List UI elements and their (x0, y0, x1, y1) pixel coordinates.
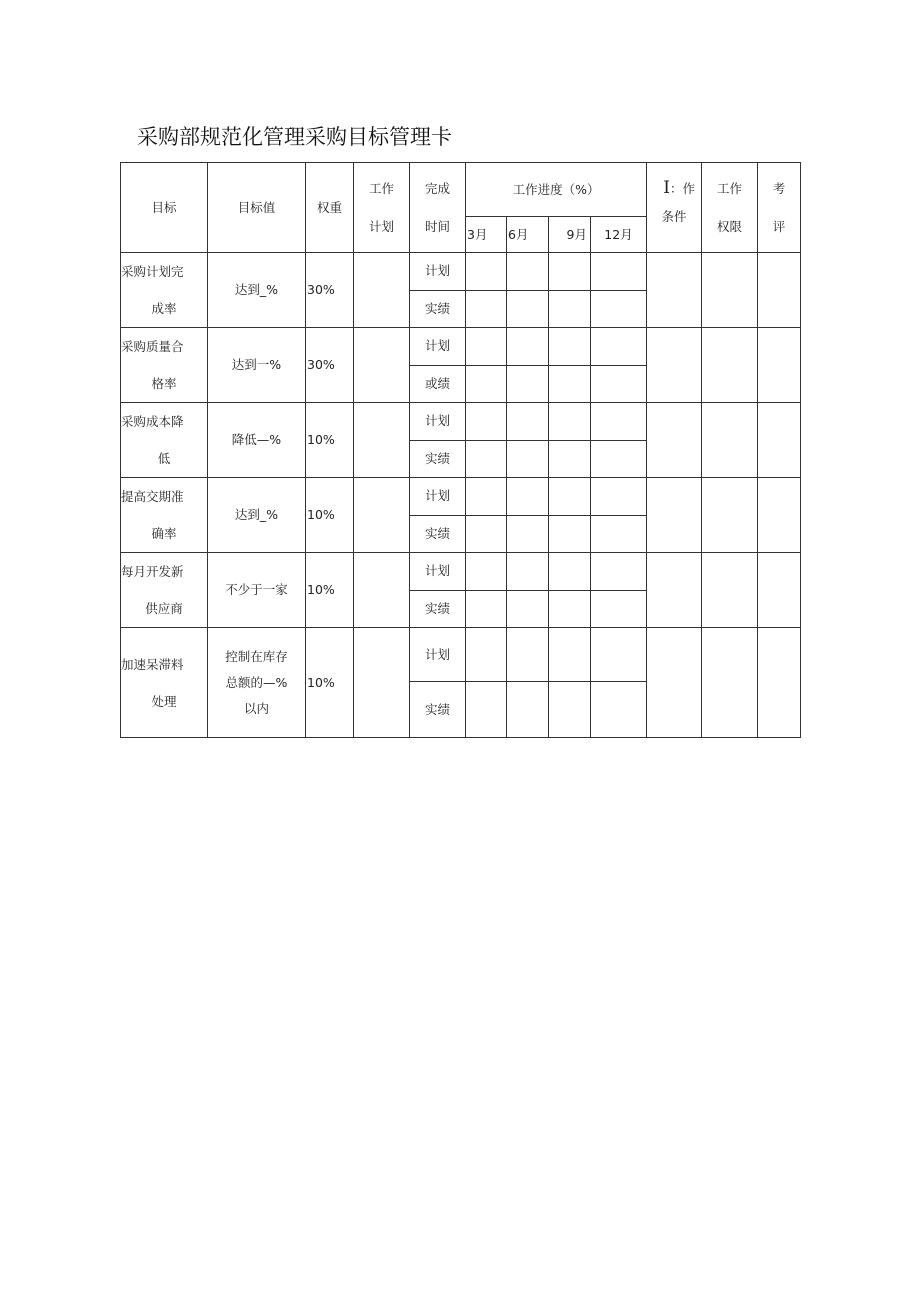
progress-cell (466, 515, 507, 553)
header-row-1 (121, 163, 801, 217)
goal-value-line3: 以内 (243, 700, 269, 716)
progress-cell (507, 590, 549, 628)
header-condition-line2: 条件 (661, 209, 687, 224)
goal-line1: 每月开发新 (121, 564, 184, 579)
condition-cell (647, 478, 702, 553)
goal-cell (121, 253, 208, 328)
progress-cell (549, 403, 591, 441)
work-plan-cell (354, 478, 410, 553)
progress-cell (591, 478, 647, 516)
weight-cell: 10% (306, 553, 354, 628)
header-condition-big: I (663, 178, 670, 198)
goal-value-line1: 控制在库存 (225, 648, 288, 664)
progress-cell (549, 628, 591, 682)
progress-cell (591, 590, 647, 628)
progress-cell (549, 682, 591, 738)
progress-cell (549, 515, 591, 553)
table-row (121, 478, 801, 516)
progress-cell (466, 590, 507, 628)
actual-label: 实绩 (410, 440, 466, 478)
plan-label: 计划 (410, 628, 466, 682)
header-goal: 目标 (121, 163, 208, 253)
authority-cell (702, 403, 758, 478)
actual-label: 实绩 (410, 682, 466, 738)
authority-cell (702, 628, 758, 738)
review-cell (758, 253, 801, 328)
review-cell (758, 628, 801, 738)
work-plan-cell (354, 403, 410, 478)
goal-line1: 提高交期准 (121, 489, 184, 504)
table-row (121, 553, 801, 591)
progress-cell (466, 403, 507, 441)
work-plan-cell (354, 553, 410, 628)
progress-cell (591, 515, 647, 553)
header-done-time (410, 163, 466, 253)
actual-label: 实绩 (410, 290, 466, 328)
weight-cell: 10% (306, 478, 354, 553)
header-goal-value: 目标值 (208, 163, 306, 253)
progress-cell (591, 440, 647, 478)
progress-cell (507, 628, 549, 682)
work-plan-cell (354, 253, 410, 328)
goal-management-table (120, 162, 801, 738)
goal-cell (121, 628, 208, 738)
progress-cell (549, 478, 591, 516)
condition-cell (647, 253, 702, 328)
goal-cell (121, 328, 208, 403)
progress-cell (507, 328, 549, 366)
plan-label: 计划 (410, 328, 466, 366)
review-cell (758, 403, 801, 478)
header-work-plan-line2: 计划 (368, 218, 394, 234)
progress-cell (466, 553, 507, 591)
authority-cell (702, 328, 758, 403)
header-review-line2: 评 (772, 218, 786, 234)
progress-cell (507, 440, 549, 478)
page-title: 采购部规范化管理采购目标管理卡 (137, 125, 452, 149)
progress-cell (591, 290, 647, 328)
condition-cell (647, 628, 702, 738)
header-month-9: 9月 (549, 217, 591, 253)
progress-cell (507, 682, 549, 738)
progress-cell (466, 440, 507, 478)
review-cell (758, 478, 801, 553)
progress-cell (466, 628, 507, 682)
goal-line2: 供应商 (145, 601, 183, 616)
progress-cell (549, 440, 591, 478)
header-work-condition (647, 163, 702, 253)
goal-cell (121, 553, 208, 628)
progress-cell (466, 328, 507, 366)
header-condition-rest: ：作 (670, 181, 696, 196)
authority-cell (702, 253, 758, 328)
header-work-plan (354, 163, 410, 253)
table-row (121, 628, 801, 682)
header-month-6: 6月 (507, 217, 549, 253)
goal-line1: 采购质量合 (121, 339, 184, 354)
goal-line1: 加速呆滞料 (121, 656, 184, 672)
progress-cell (507, 253, 549, 291)
progress-cell (591, 365, 647, 403)
condition-cell (647, 553, 702, 628)
review-cell (758, 328, 801, 403)
progress-cell (507, 365, 549, 403)
goal-cell (121, 478, 208, 553)
header-month-12: 12月 (591, 217, 647, 253)
goal-cell (121, 403, 208, 478)
progress-cell (466, 682, 507, 738)
plan-label: 计划 (410, 403, 466, 441)
progress-cell (466, 365, 507, 403)
progress-cell (591, 682, 647, 738)
progress-cell (591, 253, 647, 291)
progress-cell (549, 553, 591, 591)
progress-cell (591, 628, 647, 682)
actual-label: 实绩 (410, 515, 466, 553)
actual-label: 实绩 (410, 590, 466, 628)
plan-label: 计划 (410, 478, 466, 516)
header-done-time-line2: 时间 (424, 218, 450, 234)
progress-cell (549, 590, 591, 628)
header-month-3: 3月 (466, 217, 507, 253)
goal-line2: 成率 (151, 301, 177, 316)
goal-line2: 格率 (151, 376, 177, 391)
goal-value-line2: 总额的—% (225, 674, 288, 690)
condition-cell (647, 403, 702, 478)
condition-cell (647, 328, 702, 403)
header-done-time-line1: 完成 (424, 180, 450, 196)
progress-cell (466, 253, 507, 291)
progress-cell (507, 403, 549, 441)
table-row (121, 253, 801, 291)
actual-label: 或绩 (410, 365, 466, 403)
header-condition-line1 (647, 179, 701, 198)
goal-line2: 低 (157, 451, 171, 466)
work-plan-cell (354, 328, 410, 403)
goal-value-cell: 达到_% (208, 478, 306, 553)
progress-cell (549, 328, 591, 366)
progress-cell (507, 553, 549, 591)
authority-cell (702, 553, 758, 628)
plan-label: 计划 (410, 253, 466, 291)
progress-cell (549, 290, 591, 328)
goal-value-cell: 降低—% (208, 403, 306, 478)
goal-line1: 采购成本降 (121, 414, 184, 429)
authority-cell (702, 478, 758, 553)
work-plan-cell (354, 628, 410, 738)
progress-cell (549, 253, 591, 291)
goal-value-cell: 达到_% (208, 253, 306, 328)
goal-line2: 确率 (151, 526, 177, 541)
progress-cell (466, 290, 507, 328)
plan-label: 计划 (410, 553, 466, 591)
goal-value-cell: 不少于一家 (208, 553, 306, 628)
progress-cell (591, 403, 647, 441)
header-review-line1: 考 (772, 180, 786, 196)
header-weight: 权重 (306, 163, 354, 253)
goal-value-cell (208, 628, 306, 738)
review-cell (758, 553, 801, 628)
header-authority-line1: 工作 (717, 180, 743, 196)
progress-cell (549, 365, 591, 403)
header-review (758, 163, 801, 253)
progress-cell (507, 478, 549, 516)
progress-cell (507, 290, 549, 328)
goal-line1: 采购计划完 (121, 264, 184, 279)
progress-cell (591, 553, 647, 591)
progress-cell (591, 328, 647, 366)
progress-cell (507, 515, 549, 553)
goal-value-cell: 达到一% (208, 328, 306, 403)
header-work-plan-line1: 工作 (368, 180, 394, 196)
header-progress: 工作进度（%） (466, 163, 647, 217)
header-work-authority (702, 163, 758, 253)
goal-line2: 处理 (151, 693, 177, 709)
table-row (121, 403, 801, 441)
weight-cell: 10% (306, 628, 354, 738)
weight-cell: 10% (306, 403, 354, 478)
header-authority-line2: 权限 (717, 218, 743, 234)
table-row (121, 328, 801, 366)
weight-cell: 30% (306, 253, 354, 328)
progress-cell (466, 478, 507, 516)
weight-cell: 30% (306, 328, 354, 403)
